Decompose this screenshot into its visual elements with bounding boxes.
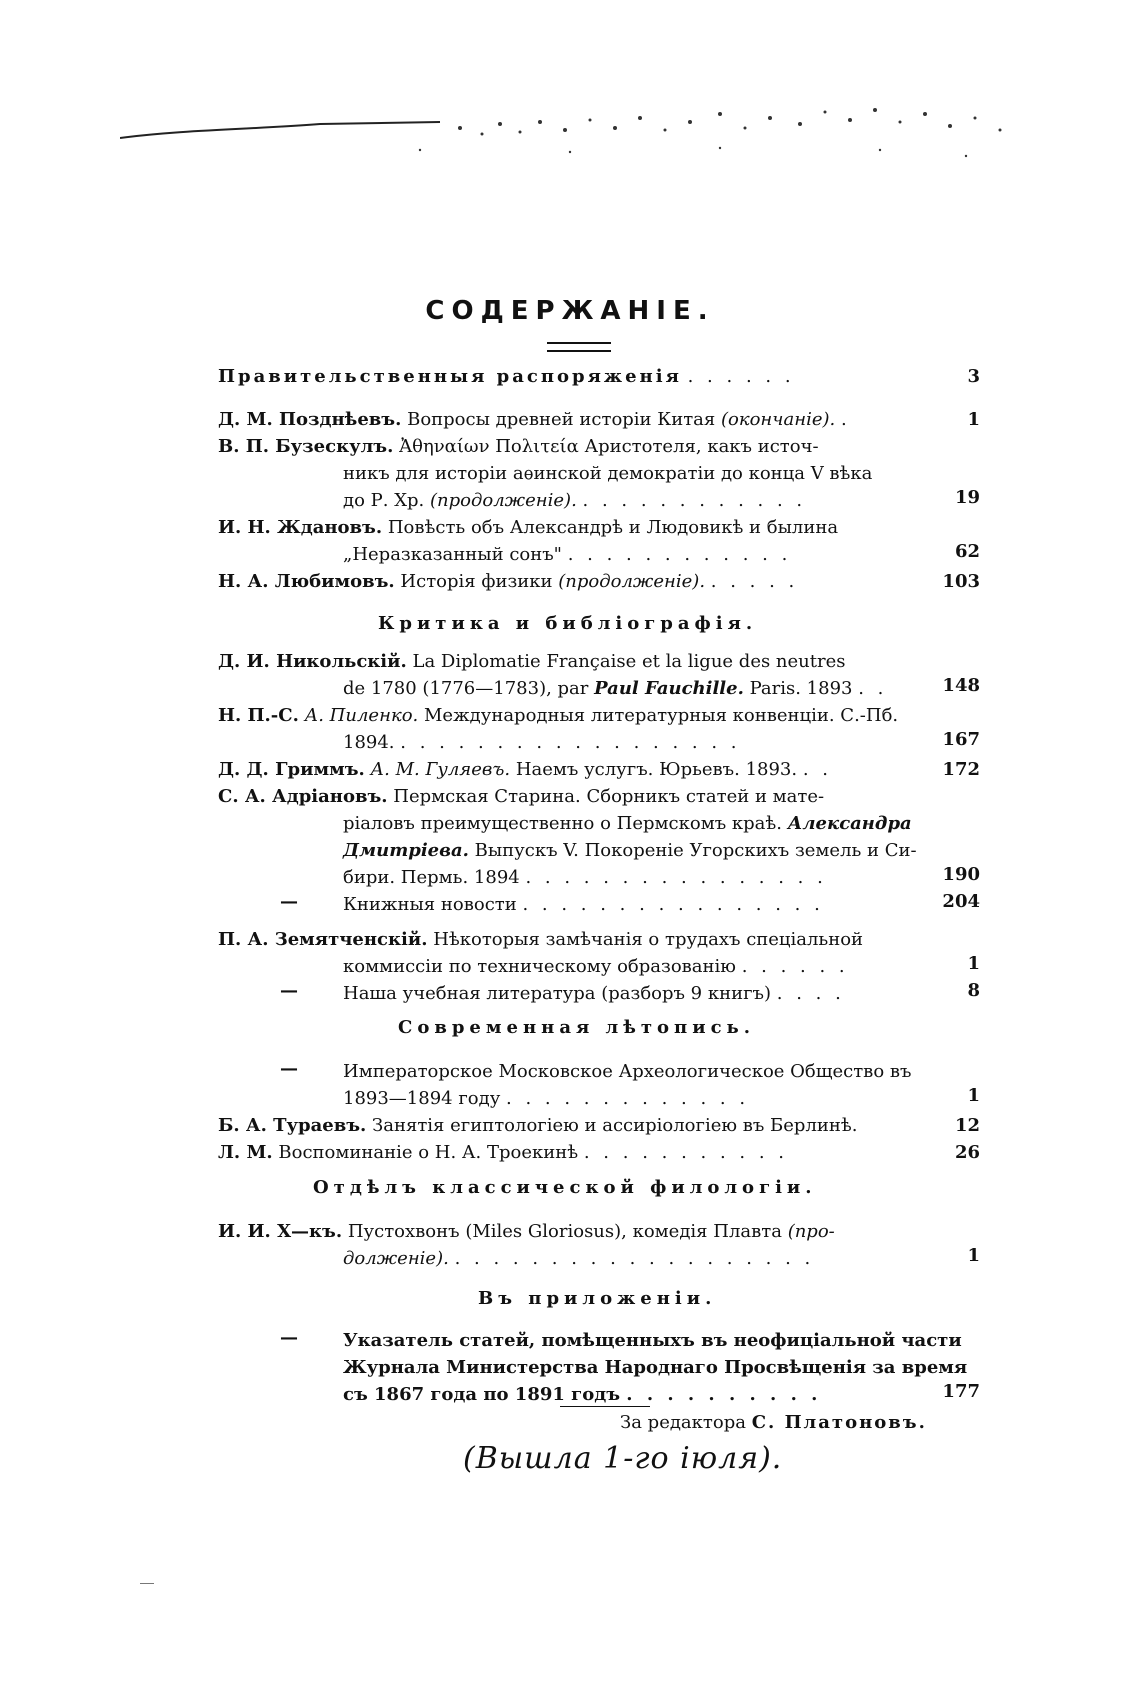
- entry-title: Пермская Старина. Сборникъ статей и мате-: [393, 786, 825, 807]
- entry-title: La Diplomatie Française et la ligue des neutres: [412, 651, 846, 672]
- entry-title: бири. Пермь. 1894: [343, 867, 520, 888]
- entry-note: (продолженіе).: [558, 571, 706, 592]
- toc-entry[interactable]: Императорское Московское Археологическое Общество въ: [343, 1061, 912, 1082]
- dash-marker: —: [280, 1327, 298, 1348]
- entry-author: И. И. Х—къ.: [218, 1221, 343, 1242]
- toc-entry[interactable]: Д. М. Позднѣевъ. Вопросы древней исторіи Китая (окончаніе). . 1: [218, 406, 980, 433]
- toc-entry[interactable]: Книжныя новости . . . . . . . . . . . . . . . .: [343, 894, 824, 915]
- section-title-appendix: Въ приложеніи.: [478, 1288, 717, 1309]
- entry-title-continued: долженіе). . . . . . . . . . . . . . . . . . . .: [343, 1248, 815, 1269]
- entry-title: Paris. 1893: [749, 678, 853, 699]
- entry-author: Д. И. Никольскій.: [218, 651, 407, 672]
- entry-title: Вопросы древней исторіи Китая: [407, 409, 716, 430]
- entry-title: Выпускъ V. Покореніе Угорскихъ земель и Си-: [474, 840, 917, 861]
- toc-entry[interactable]: [218, 514, 980, 541]
- entry-title: Международныя литературныя конвенціи. С.-Пб.: [424, 705, 899, 726]
- entry-title-continued: [343, 810, 923, 837]
- toc-entry[interactable]: [218, 1218, 980, 1245]
- toc-entry[interactable]: [218, 783, 980, 810]
- entry-note: (про-: [787, 1221, 835, 1242]
- entry-title-continued: [343, 837, 923, 864]
- entry-author: Н. А. Любимовъ.: [218, 571, 395, 592]
- page-number: 12: [954, 1115, 980, 1136]
- entry-title: Ἀθηναίων Πολιτεία Аристотеля, какъ источ-: [399, 436, 819, 457]
- toc-entry[interactable]: Н. А. Любимовъ. Исторія физики (продолженіе). . . . . . 103: [218, 568, 980, 595]
- page-title: СОДЕРЖАНІЕ.: [425, 296, 715, 326]
- title-divider: [547, 342, 611, 352]
- entry-author-ref: Александра: [787, 813, 912, 834]
- toc-entry-government[interactable]: Правительственныя распоряженія . . . . . . 3: [218, 363, 980, 390]
- entry-author: Н. П.-С.: [218, 705, 299, 726]
- entry-title: до Р. Хр.: [343, 490, 425, 511]
- page-number: 190: [942, 864, 980, 885]
- entry-author-ref: Paul Fauchille.: [594, 678, 744, 699]
- page-number: 1: [967, 409, 980, 430]
- entry-author: Д. М. Позднѣевъ.: [218, 409, 402, 430]
- page-number: 148: [942, 675, 980, 696]
- entry-author: Д. Д. Гриммъ.: [218, 759, 365, 780]
- entry-title: Наемъ услугъ. Юрьевъ. 1893.: [515, 759, 798, 780]
- toc-entry[interactable]: Наша учебная литература (разборъ 9 книгъ) . . . .: [343, 983, 845, 1004]
- entry-title: Воспоминаніе о Н. А. Троекинѣ: [278, 1142, 579, 1163]
- page-number: 1: [967, 953, 980, 974]
- entry-note: долженіе).: [343, 1248, 449, 1269]
- dash-marker: —: [280, 891, 298, 912]
- page-number: 204: [942, 891, 980, 912]
- entry-title: 1893—1894 году: [343, 1088, 501, 1109]
- entry-author-ref: А. Пиленко.: [304, 705, 419, 726]
- entry-title: съ 1867 года по 1891 годъ: [343, 1384, 621, 1405]
- editor-prefix: За редактора: [620, 1412, 746, 1433]
- section-title-classical: Отдѣлъ классической филологіи.: [313, 1177, 817, 1198]
- entry-title-continued: 1893—1894 году . . . . . . . . . . . . .: [343, 1088, 750, 1109]
- entry-title-continued: de 1780 (1776—1783), par Paul Fauchille. Paris. 1893 . .: [343, 678, 888, 699]
- entry-title-continued: до Р. Хр. (продолженіе). . . . . . . . . . . . .: [343, 490, 807, 511]
- toc-entry[interactable]: Л. М. Воспоминаніе о Н. А. Троекинѣ . . . . . . . . . . . 26: [218, 1139, 980, 1166]
- entry-title: „Неразказанный сонъ": [343, 544, 562, 565]
- entry-title-continued: Журнала Министерства Народнаго Просвѣщенія за время: [343, 1357, 968, 1378]
- page-number: 62: [954, 541, 980, 562]
- toc-entry[interactable]: [218, 702, 980, 729]
- entry-title: 1894.: [343, 732, 395, 753]
- entry-title: ріаловъ преимущественно о Пермскомъ краѣ.: [343, 813, 782, 834]
- page-number: 3: [967, 366, 980, 387]
- entry-author: С. А. Адріановъ.: [218, 786, 388, 807]
- entry-title-continued: 1894. . . . . . . . . . . . . . . . . . .: [343, 732, 741, 753]
- entry-title: Наша учебная литература (разборъ 9 книгъ): [343, 983, 772, 1004]
- toc-entry[interactable]: [218, 433, 980, 460]
- toc-entry[interactable]: Указатель статей, помѣщенныхъ въ неофиціальной части: [343, 1330, 962, 1351]
- toc-entry[interactable]: [218, 648, 980, 675]
- dash-marker: —: [280, 980, 298, 1001]
- entry-title: Нѣкоторыя замѣчанія о трудахъ спеціальной: [433, 929, 864, 950]
- entry-author: В. П. Бузескулъ.: [218, 436, 394, 457]
- entry-title-continued: никъ для исторіи аѳинской демократіи до конца V вѣка: [343, 463, 873, 484]
- handwritten-note: (Вышла 1-го іюля).: [463, 1441, 783, 1476]
- entry-note: (продолженіе).: [430, 490, 577, 511]
- entry-note: (окончаніе).: [720, 409, 836, 430]
- section-title-criticism: Критика и библіографія.: [378, 613, 758, 634]
- page-number: 8: [967, 980, 980, 1001]
- entry-title: Пустохвонъ (Miles Gloriosus), комедія Плавта: [347, 1221, 782, 1242]
- margin-mark: [140, 1583, 154, 1584]
- editor-name: С. Платоновъ.: [751, 1412, 927, 1433]
- entry-author-ref: А. М. Гуляевъ.: [370, 759, 511, 780]
- page-number: 1: [967, 1085, 980, 1106]
- entry-author: Л. М.: [218, 1142, 273, 1163]
- entry-title: Исторія физики: [400, 571, 553, 592]
- section-title-government: Правительственныя распоряженія: [218, 366, 682, 387]
- section-title-chronicle: Современная лѣтопись.: [398, 1017, 756, 1038]
- page-number: 103: [942, 571, 980, 592]
- page-number: 167: [942, 729, 980, 750]
- entry-author-ref: Дмитріева.: [343, 840, 469, 861]
- editor-signature: [620, 1412, 927, 1433]
- page-number: 26: [954, 1142, 980, 1163]
- toc-entry[interactable]: [218, 926, 980, 953]
- page-number: 177: [942, 1381, 980, 1402]
- page-number: 19: [954, 487, 980, 508]
- entry-title: коммиссіи по техническому образованію: [343, 956, 736, 977]
- entry-title-continued: коммиссіи по техническому образованію . . . . . .: [343, 956, 849, 977]
- toc-entry[interactable]: [218, 1112, 980, 1139]
- entry-author: Б. А. Тураевъ.: [218, 1115, 367, 1136]
- entry-title: Книжныя новости: [343, 894, 517, 915]
- entry-title-continued: бири. Пермь. 1894 . . . . . . . . . . . . . . . .: [343, 867, 827, 888]
- page-number: 172: [942, 759, 980, 780]
- decorative-ornament: [120, 100, 1020, 190]
- page-number: 1: [967, 1245, 980, 1266]
- toc-entry[interactable]: Д. Д. Гриммъ. А. М. Гуляевъ. Наемъ услугъ. Юрьевъ. 1893. . . 172: [218, 756, 980, 783]
- entry-author: П. А. Земятченскій.: [218, 929, 428, 950]
- entry-author: И. Н. Ждановъ.: [218, 517, 383, 538]
- entry-title-continued: съ 1867 года по 1891 годъ . . . . . . . . . .: [343, 1384, 822, 1405]
- entry-title: Занятія египтологіею и ассиріологіею въ Берлинѣ.: [372, 1115, 858, 1136]
- entry-title: de 1780 (1776—1783), par: [343, 678, 589, 699]
- dash-marker: —: [280, 1058, 298, 1079]
- editor-divider: [560, 1406, 650, 1407]
- entry-title: Повѣсть объ Александрѣ и Людовикѣ и былина: [387, 517, 839, 538]
- entry-title-continued: „Неразказанный сонъ" . . . . . . . . . . . .: [343, 544, 792, 565]
